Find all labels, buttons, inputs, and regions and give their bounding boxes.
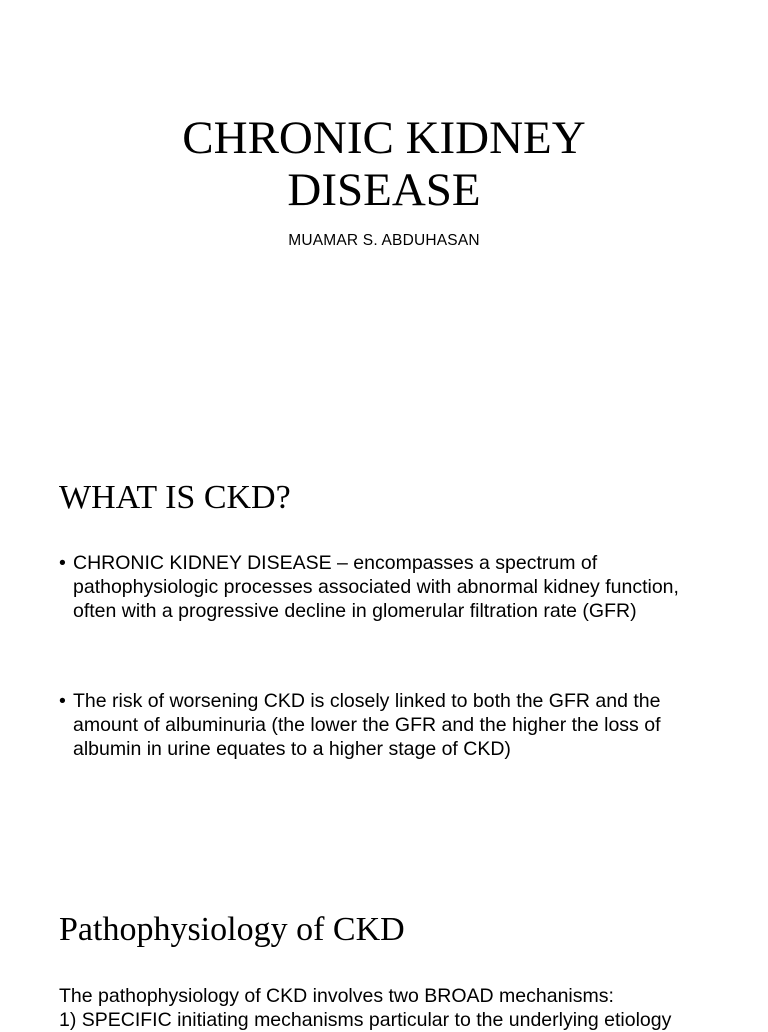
- bullet-text-risk: The risk of worsening CKD is closely linked to both the GFR and the amount of albuminuria (the lower the GFR and the higher the loss of albumin in urine equates to a higher stage of CKD): [73, 690, 661, 760]
- bullet-item: [59, 689, 709, 761]
- pathophysiology-intro: The pathophysiology of CKD involves two BROAD mechanisms:: [59, 985, 614, 1007]
- ckd-risk-list: [59, 689, 709, 761]
- ckd-definition-list: [59, 551, 709, 623]
- title-slide: [0, 112, 768, 250]
- bullet-icon: •: [59, 690, 66, 712]
- mechanism-item-1: 1) SPECIFIC initiating mechanisms particular to the underlying etiology: [59, 1009, 672, 1031]
- title-line-1: CHRONIC KIDNEY: [182, 112, 586, 164]
- bullet-icon: •: [59, 552, 66, 574]
- bullet-text-definition: CHRONIC KIDNEY DISEASE – encompasses a spectrum of pathophysiologic processes associated with abnormal kidney function, often with a progressive decline in glomerular filtration rate (GFR): [73, 552, 679, 622]
- title-line-2: DISEASE: [287, 164, 481, 216]
- pathophysiology-heading: Pathophysiology of CKD: [59, 911, 405, 948]
- what-is-ckd-heading: WHAT IS CKD?: [59, 479, 291, 516]
- presentation-title: [0, 112, 768, 216]
- author-name: MUAMAR S. ABDUHASAN: [288, 232, 480, 249]
- bullet-item: [59, 551, 709, 623]
